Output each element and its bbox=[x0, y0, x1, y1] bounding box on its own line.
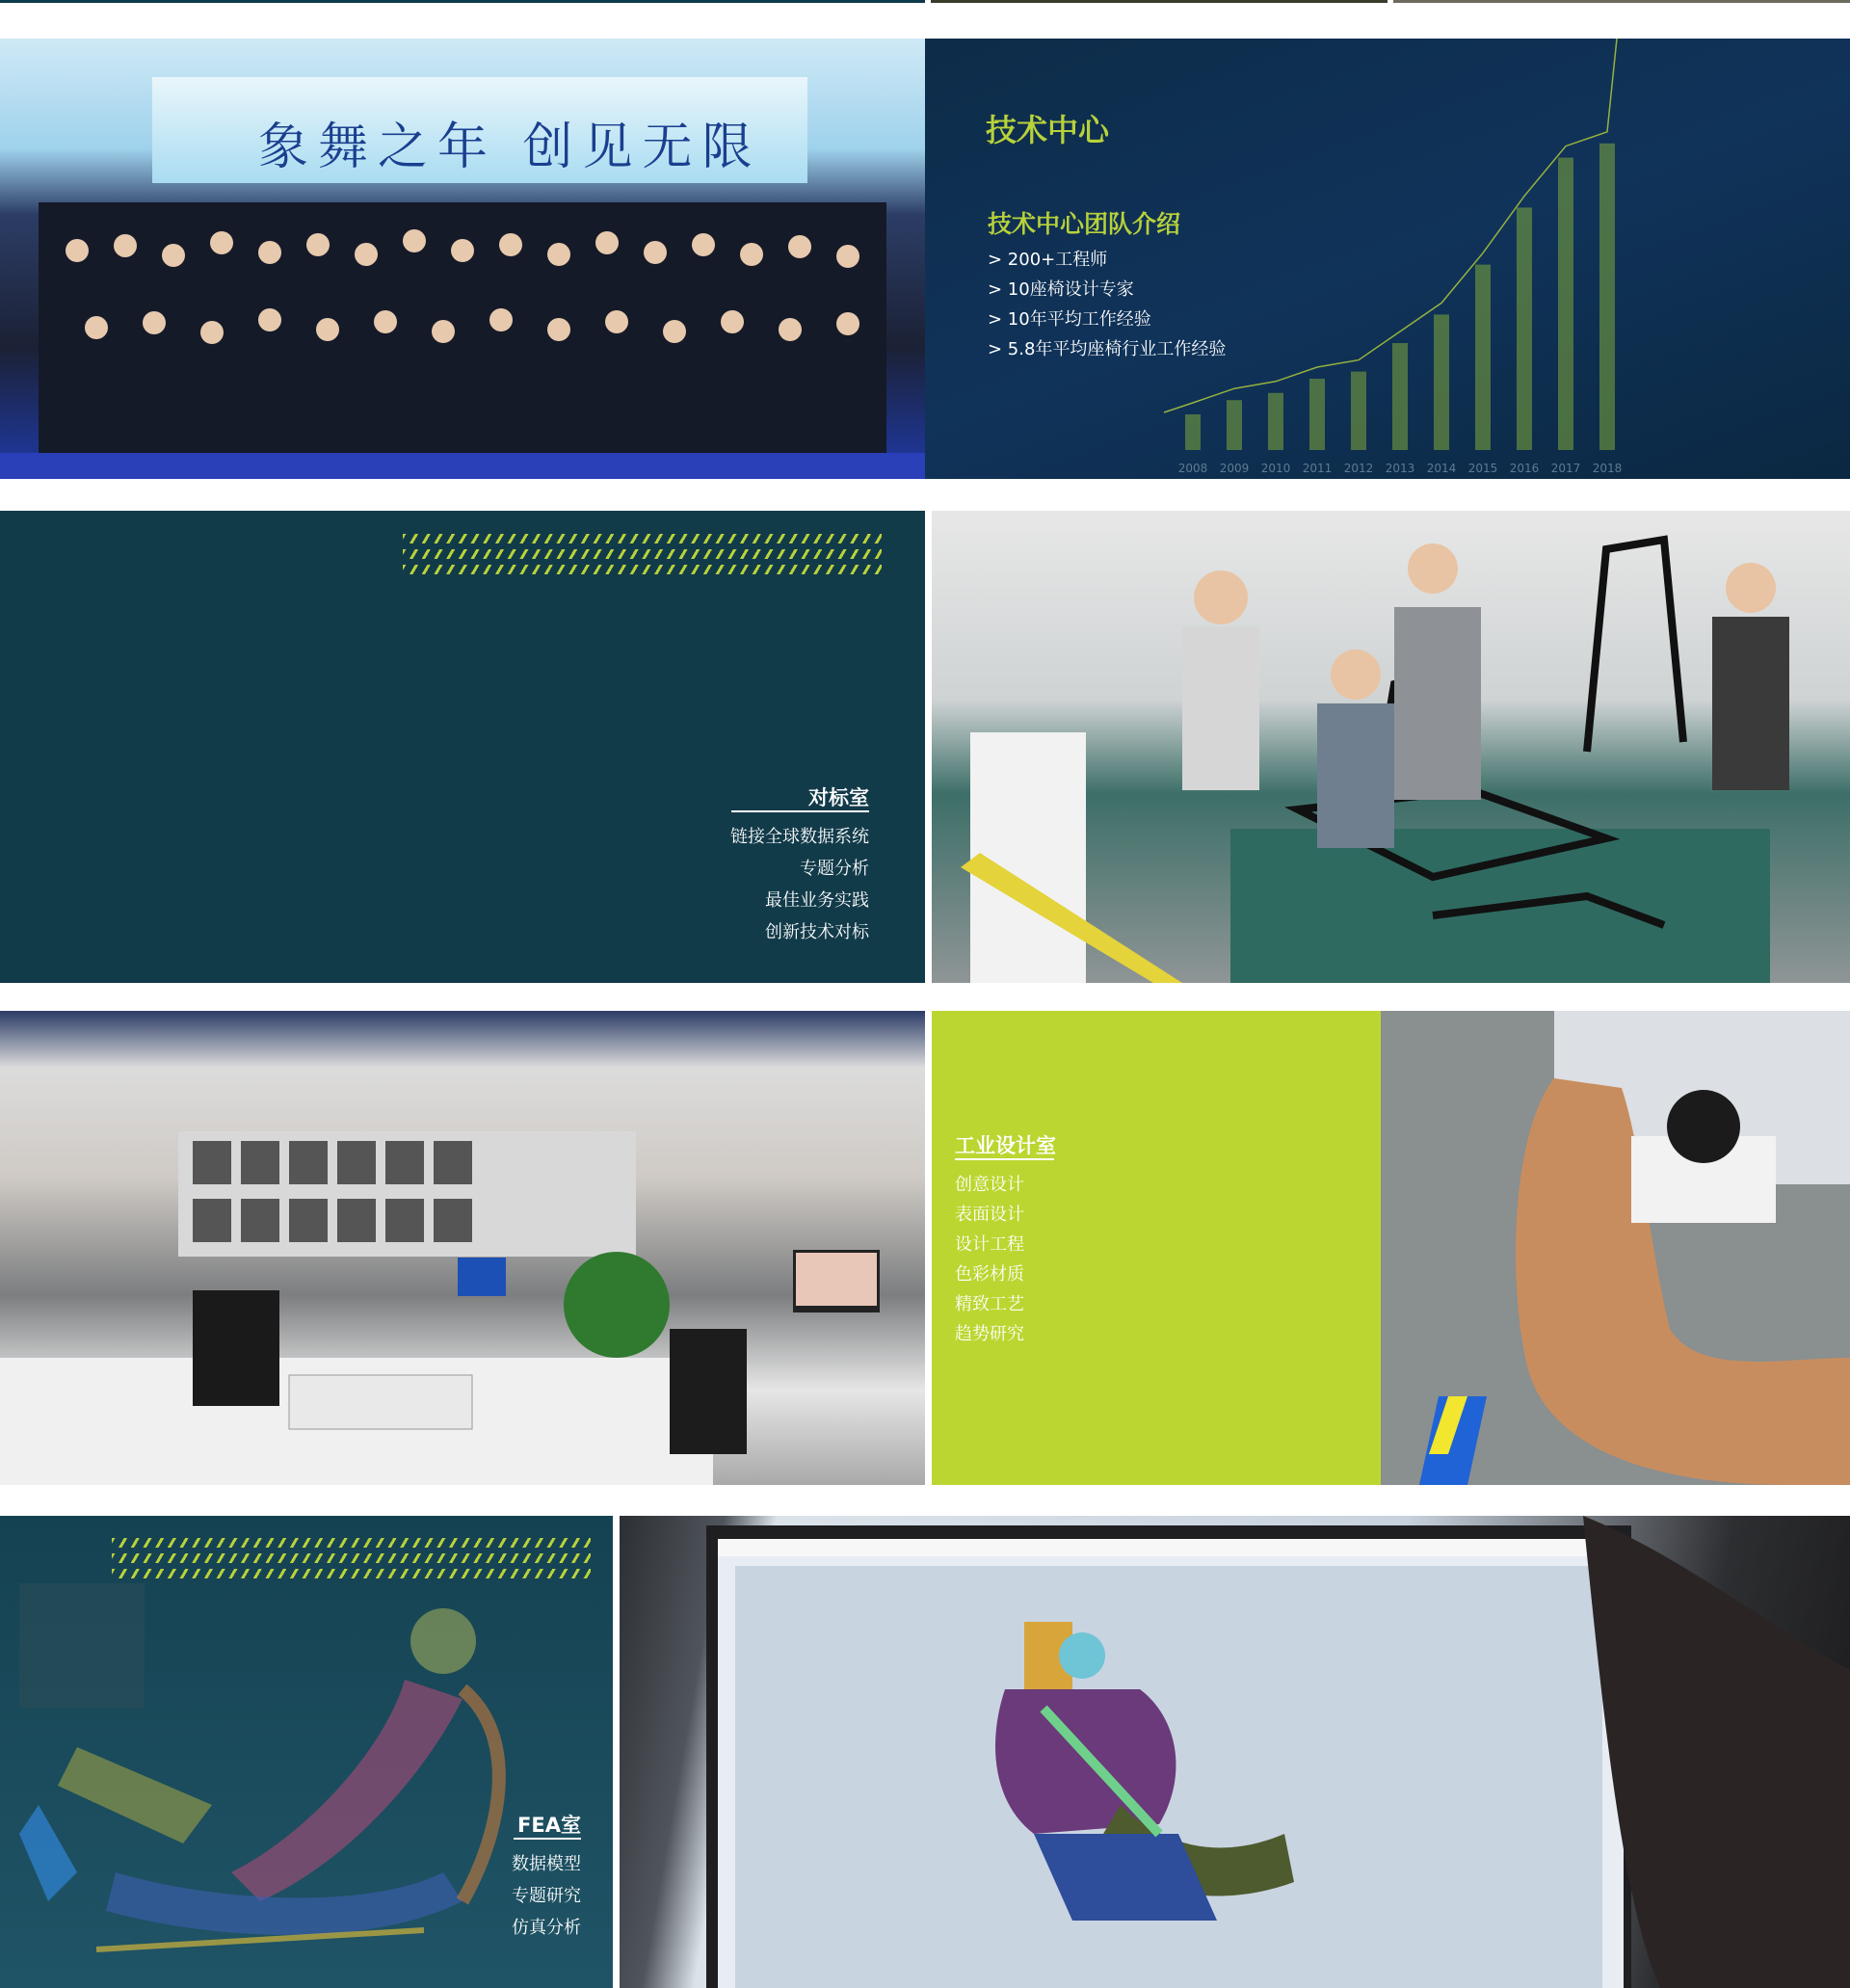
fea-room-title: FEA室 bbox=[517, 1814, 581, 1837]
industrial-design-item: 创意设计 bbox=[955, 1175, 1024, 1195]
benchmark-room-list bbox=[730, 821, 869, 948]
chart-tick-label: 2008 bbox=[1177, 462, 1208, 475]
tech-center-bullet: > 10年平均工作经验 bbox=[988, 309, 1151, 330]
fea-room-list bbox=[512, 1848, 581, 1944]
industrial-design-title: 工业设计室 bbox=[955, 1134, 1056, 1157]
tech-center-title: 技术中心 bbox=[986, 112, 1110, 148]
chart-tick-label: 2012 bbox=[1343, 462, 1374, 475]
crowd-illustration bbox=[0, 39, 925, 479]
seat-scene-illustration bbox=[1381, 1011, 1850, 1485]
seat-clay-model-photo bbox=[1381, 1011, 1850, 1485]
tech-center-bullets bbox=[988, 245, 1226, 364]
tech-center-bullet: > 5.8年平均座椅行业工作经验 bbox=[988, 339, 1227, 359]
tech-center-bullet: > 200+工程师 bbox=[988, 250, 1108, 270]
industrial-design-item: 趋势研究 bbox=[955, 1324, 1024, 1344]
design-office-photo bbox=[0, 1011, 925, 1485]
title-underline bbox=[955, 1158, 1054, 1160]
office-scene-illustration bbox=[0, 1011, 925, 1485]
hatch-decoration bbox=[403, 549, 882, 559]
industrial-design-item: 色彩材质 bbox=[955, 1264, 1024, 1285]
hatch-decoration bbox=[403, 565, 882, 574]
chart-bar-2016 bbox=[1517, 207, 1532, 450]
chart-tick-label: 2009 bbox=[1219, 462, 1250, 475]
lab-engineers-photo bbox=[932, 511, 1850, 983]
chart-bar-2010 bbox=[1268, 393, 1283, 450]
industrial-design-panel bbox=[932, 1011, 1381, 1485]
title-underline bbox=[731, 810, 869, 812]
team-group-photo bbox=[0, 39, 925, 479]
industrial-design-list bbox=[955, 1170, 1024, 1349]
hatch-decoration bbox=[112, 1538, 591, 1548]
title-underline bbox=[514, 1838, 581, 1840]
hatch-decoration bbox=[112, 1553, 591, 1563]
simulation-screen-photo bbox=[620, 1516, 1850, 1988]
chart-bar-2008 bbox=[1185, 414, 1201, 450]
chart-trend-line bbox=[1164, 39, 1617, 412]
benchmark-item: 创新技术对标 bbox=[765, 922, 869, 942]
chart-bar-2009 bbox=[1227, 400, 1242, 450]
industrial-design-item: 精致工艺 bbox=[955, 1294, 1024, 1314]
top-middle-photo-edge bbox=[931, 0, 1388, 3]
benchmark-item: 最佳业务实践 bbox=[765, 890, 869, 911]
chart-bar-2014 bbox=[1434, 314, 1449, 450]
chart-tick-label: 2010 bbox=[1260, 462, 1291, 475]
chart-tick-label: 2017 bbox=[1550, 462, 1581, 475]
chart-bar-2018 bbox=[1599, 144, 1615, 450]
fea-room-panel bbox=[0, 1516, 613, 1988]
chart-bar-2012 bbox=[1351, 372, 1366, 450]
tech-center-panel bbox=[925, 39, 1850, 479]
chart-tick-label: 2016 bbox=[1509, 462, 1540, 475]
tech-center-bullet: > 10座椅设计专家 bbox=[988, 279, 1134, 300]
industrial-design-item: 表面设计 bbox=[955, 1205, 1024, 1225]
crash-dummy-figure bbox=[19, 1583, 559, 1969]
lab-scene-illustration bbox=[932, 511, 1850, 983]
tech-center-subtitle: 技术中心团队介绍 bbox=[988, 210, 1181, 238]
benchmark-room-panel bbox=[0, 511, 925, 983]
simulation-scene-illustration bbox=[620, 1516, 1850, 1988]
top-right-photo-edge bbox=[1393, 0, 1850, 3]
top-left-photo-edge bbox=[0, 0, 925, 3]
chart-bar-2011 bbox=[1309, 379, 1325, 450]
hatch-decoration bbox=[112, 1569, 591, 1578]
chart-tick-label: 2018 bbox=[1592, 462, 1623, 475]
chart-tick-label: 2014 bbox=[1426, 462, 1457, 475]
chart-tick-label: 2015 bbox=[1467, 462, 1498, 475]
chart-tick-label: 2013 bbox=[1385, 462, 1415, 475]
fea-item: 仿真分析 bbox=[512, 1918, 581, 1938]
industrial-design-item: 设计工程 bbox=[955, 1234, 1024, 1255]
benchmark-item: 专题分析 bbox=[800, 859, 869, 879]
fea-item: 数据模型 bbox=[512, 1854, 581, 1874]
fea-item: 专题研究 bbox=[512, 1886, 581, 1906]
chart-tick-label: 2011 bbox=[1302, 462, 1333, 475]
hatch-decoration bbox=[403, 534, 882, 543]
benchmark-item: 链接全球数据系统 bbox=[730, 827, 869, 847]
chart-bar-2015 bbox=[1475, 265, 1491, 450]
chart-bar-2013 bbox=[1392, 343, 1408, 450]
chart-bar-2017 bbox=[1558, 158, 1573, 450]
stage-banner-slogan: 象舞之年 创见无限 bbox=[258, 119, 762, 176]
benchmark-room-title: 对标室 bbox=[808, 786, 869, 809]
